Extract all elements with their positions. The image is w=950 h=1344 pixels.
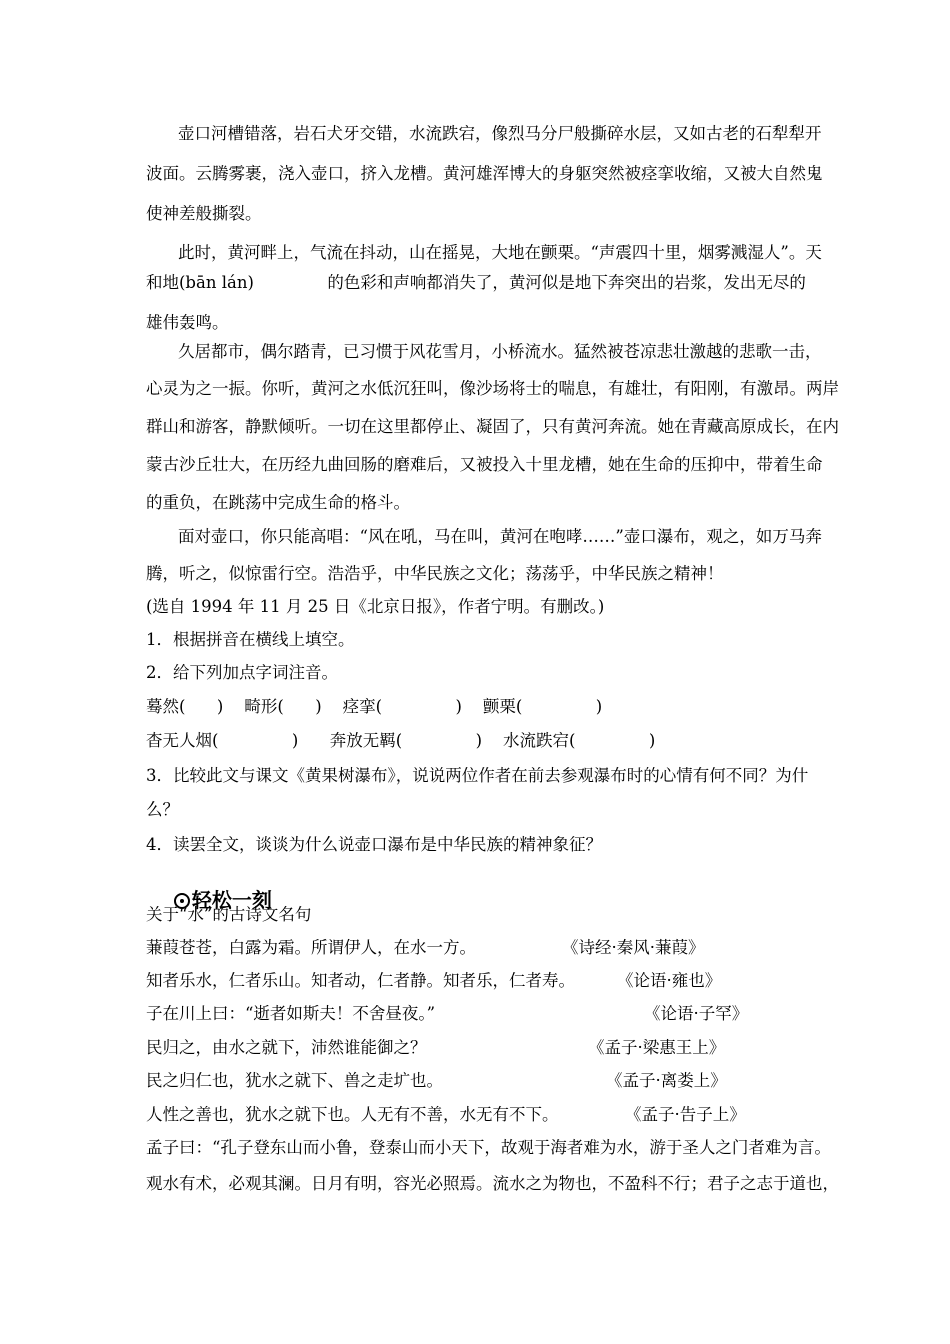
passage-p2-line1: 此时，黄河畔上，气流在抖动，山在摇晃，大地在颤栗。“声震四十里，烟雾溅湿人”。天 bbox=[178, 243, 822, 262]
section-title: 轻松一刻 bbox=[191, 888, 272, 912]
quote-text: 蒹葭苍苍，白露为霜。所谓伊人，在水一方。 bbox=[146, 938, 476, 957]
quote-source: 《孟子·告子上》 bbox=[625, 1105, 746, 1124]
passage-p2-line3: 雄伟轰鸣。 bbox=[146, 313, 229, 332]
passage-p4-line2: 腾，听之，似惊雷行空。浩浩乎，中华民族之文化；荡荡乎，中华民族之精神！ bbox=[146, 564, 724, 583]
question-2: 2．给下列加点字词注音。 bbox=[146, 663, 338, 682]
passage-p1-line2: 波面。云腾雾裹，浇入壶口，挤入龙槽。黄河雄浑博大的身躯突然被痉挛收缩，又被大自然鬼 bbox=[146, 164, 823, 183]
passage-p3-line5: 的重负，在跳荡中完成生命的格斗。 bbox=[146, 493, 410, 512]
question-3-line1: 3．比较此文与课文《黄果树瀑布》，说说两位作者在前去参观瀑布时的心情有何不同？为什 bbox=[146, 766, 809, 785]
quote-source: 《诗经·秦风·蒹葭》 bbox=[562, 938, 705, 957]
passage-p1-line1: 壶口河槽错落，岩石犬牙交错，水流跌宕，像烈马分尸般撕碎水层，又如古老的石犁犁开 bbox=[178, 124, 822, 143]
section-heading bbox=[146, 864, 272, 936]
passage-p1-line3: 使神差般撕裂。 bbox=[146, 204, 262, 223]
mencius-line2: 观水有术，必观其澜。日月有明，容光必照焉。流水之为物也，不盈科不行；君子之志于道也， bbox=[146, 1174, 839, 1193]
quote-source: 《孟子·梁惠王上》 bbox=[588, 1038, 726, 1057]
section-subtitle: 关于“水”的古诗文名句 bbox=[146, 905, 312, 924]
passage-p3-line1: 久居都市，偶尔踏青，已习惯于风花雪月，小桥流水。猛然被苍凉悲壮激越的悲歌一击， bbox=[178, 342, 822, 361]
passage-p3-line4: 蒙古沙丘壮大，在历经九曲回肠的磨难后，又被投入十里龙槽，她在生命的压抑中，带着生命 bbox=[146, 455, 823, 474]
quote-text: 人性之善也，犹水之就下也。人无有不善，水无有不下。 bbox=[146, 1105, 559, 1124]
mencius-line1: 孟子曰：“孔子登东山而小鲁，登泰山而小天下，故观于海者难为水，游于圣人之门者难为言。 bbox=[146, 1138, 831, 1157]
quote-source: 《论语·子罕》 bbox=[644, 1004, 749, 1023]
quote-text: 子在川上曰：“逝者如斯夫！不舍昼夜。” bbox=[146, 1004, 436, 1023]
passage-p2-line2: 和地(bān lán) 的色彩和声响都消失了，黄河似是地下奔突出的岩浆，发出无尽的 bbox=[146, 273, 806, 292]
passage-p3-line3: 群山和游客，静默倾听。一切在这里都停止、凝固了，只有黄河奔流。她在青藏高原成长，在内 bbox=[146, 417, 839, 436]
quote-text: 民归之，由水之就下，沛然谁能御之？ bbox=[146, 1038, 427, 1057]
passage-p3-line2: 心灵为之一振。你听，黄河之水低沉狂叫，像沙场将士的喘息，有雄壮，有阳刚，有激昂。两岸 bbox=[146, 379, 839, 398]
passage-p4-line1: 面对壶口，你只能高唱：“风在吼，马在叫，黄河在咆哮……”壶口瀑布，观之，如万马奔 bbox=[178, 527, 822, 546]
question-1: 1．根据拼音在横线上填空。 bbox=[146, 630, 355, 649]
quote-source: 《论语·雍也》 bbox=[617, 971, 722, 990]
question-2-row2: 杳无人烟( ) 奔放无羁( ) 水流跌宕( ) bbox=[146, 731, 656, 750]
quote-source: 《孟子·离娄上》 bbox=[606, 1071, 727, 1090]
quote-text: 知者乐水，仁者乐山。知者动，仁者静。知者乐，仁者寿。 bbox=[146, 971, 575, 990]
question-4: 4．读罢全文，谈谈为什么说壶口瀑布是中华民族的精神象征？ bbox=[146, 835, 602, 854]
quote-text: 民之归仁也，犹水之就下、兽之走圹也。 bbox=[146, 1071, 443, 1090]
question-3-line2: 么？ bbox=[146, 800, 179, 819]
question-2-row1: 蓦然( ) 畸形( ) 痉挛( ) 颤栗( ) bbox=[146, 697, 603, 716]
passage-source: (选自 1994 年 11 月 25 日《北京日报》，作者宁明。有删改。) bbox=[146, 597, 605, 616]
